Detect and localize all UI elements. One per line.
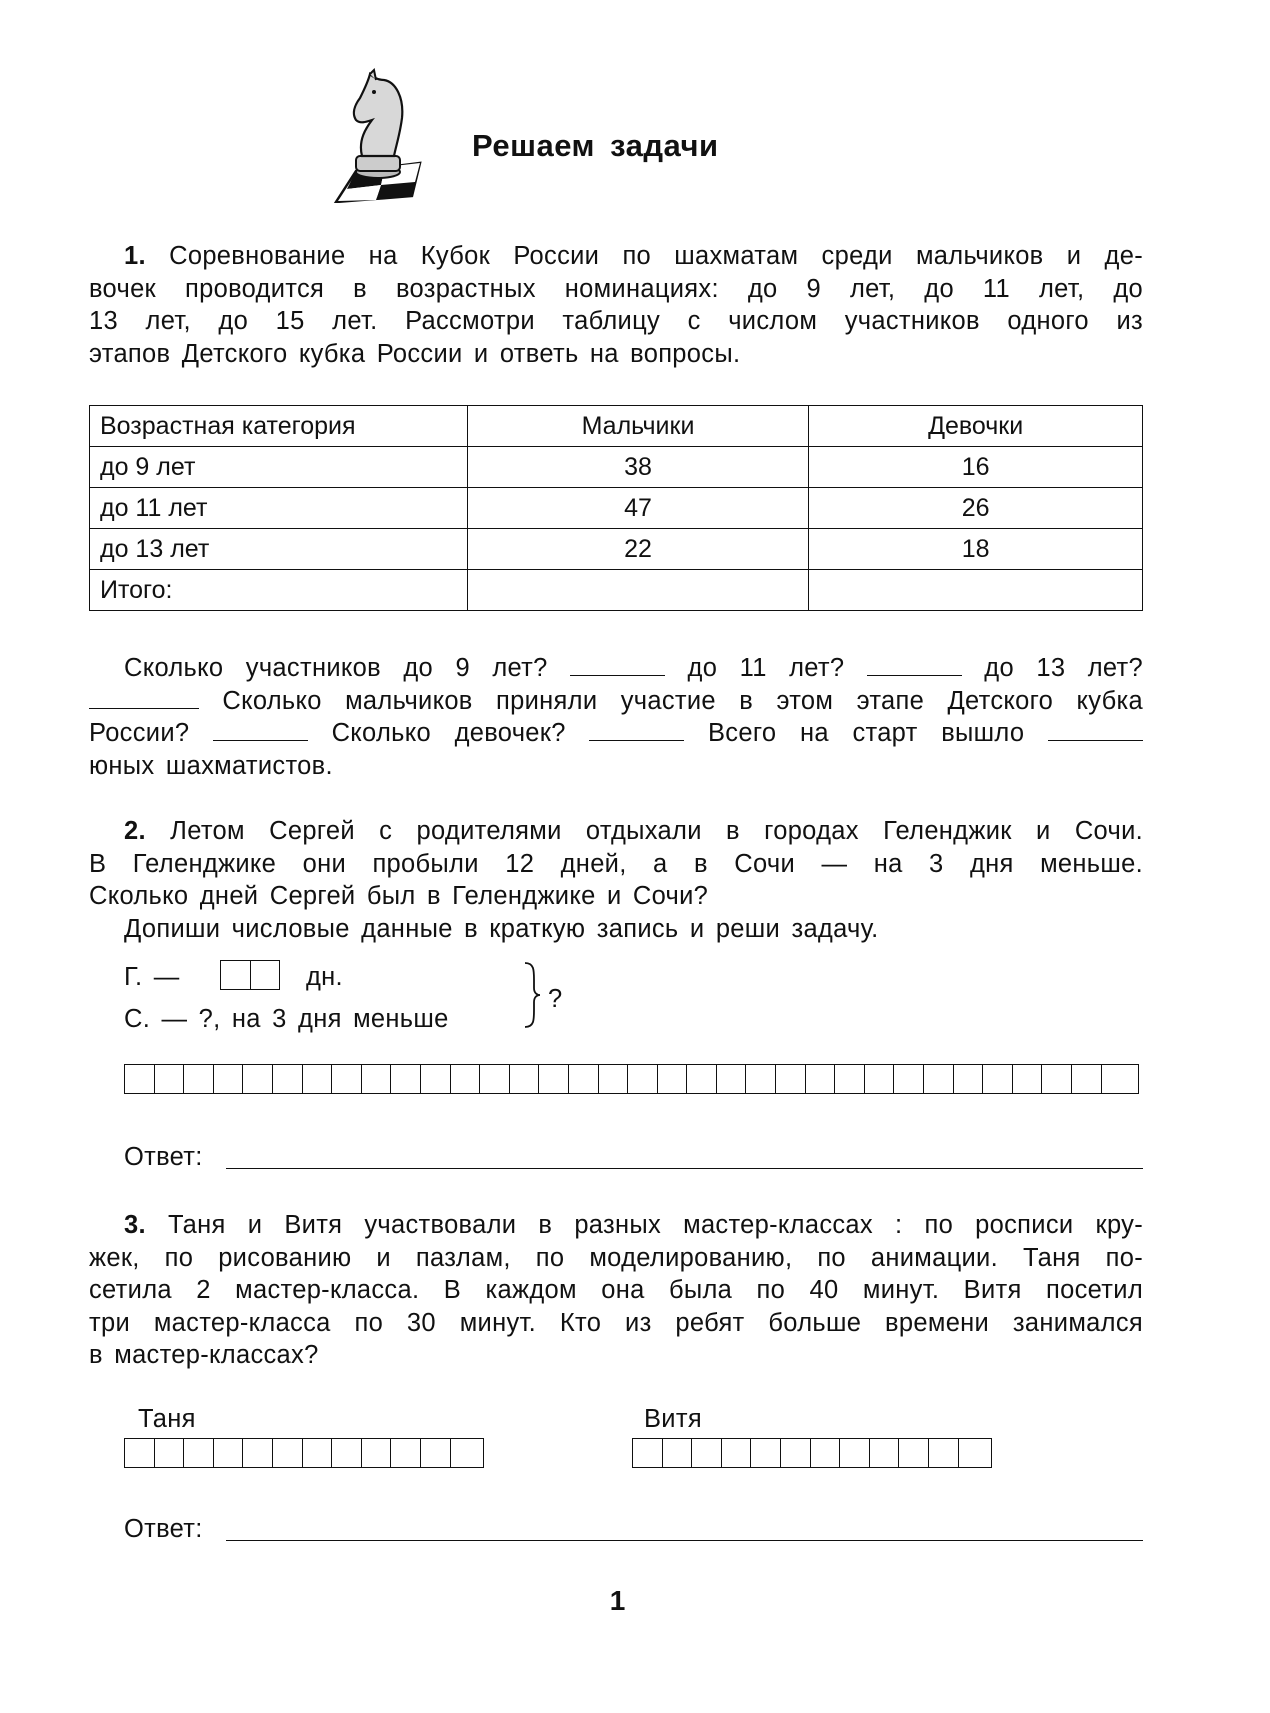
task2-line: Летом Сергей с родителями отдыхали в городах Геленджик и Сочи. [170,817,1143,845]
table-row [90,447,1143,488]
solution-cells[interactable] [124,1064,1139,1094]
task3-text [89,1209,1143,1372]
answer-blank[interactable] [89,686,199,709]
table-cell: 47 [467,488,809,529]
tanya-label: Таня [138,1405,196,1433]
task3-line: в мастер-классах? [89,1341,319,1370]
table-cell: Итого: [90,570,468,611]
short-record-row1-unit: дн. [306,963,343,991]
task3-line: сетила 2 мастер-класса. В каждом она была по 40 минут. Витя посетил [89,1276,1143,1305]
page-title: Решаем задачи [472,128,719,163]
short-record-question: ? [548,985,563,1013]
answer-blank[interactable] [589,718,684,741]
task3-number: 3. [124,1211,146,1239]
answer-blank[interactable] [1048,718,1143,741]
table-cell: 22 [467,529,809,570]
short-record-input-cells[interactable] [220,960,280,990]
task1-line: этапов Детского кубка России и ответь на вопросы. [89,339,741,368]
question-text: Сколько мальчиков приняли участие в этом этапе Детского кубка [222,686,1143,715]
task2-number: 2. [124,817,146,845]
task2-answer-line[interactable] [226,1168,1143,1169]
task3-line: три мастер-класса по 30 минут. Кто из ребят больше времени занимался [89,1308,1143,1337]
task2-answer-label: Ответ: [124,1143,203,1171]
curly-brace-icon [522,960,542,1030]
short-record-row2: С. — ?, на 3 дня меньше [124,1005,449,1033]
task2-line: В Геленджике они пробыли 12 дней, а в Сочи — на 3 дня меньше. [89,849,1143,878]
question-text: до 11 лет? [687,654,845,682]
question-text: Сколько девочек? [331,719,566,748]
table-cell: до 9 лет [90,447,468,488]
question-text: Всего на старт вышло [707,719,1025,748]
task3-answer-label: Ответ: [124,1515,203,1543]
table-header-row [90,406,1143,447]
table-cell: до 13 лет [90,529,468,570]
answer-blank[interactable] [867,653,962,676]
table-cell: 18 [809,529,1143,570]
table-row [90,529,1143,570]
task1-line: Соревнование на Кубок России по шахматам среди мальчиков и де- [169,242,1143,270]
short-record-row1-label: Г. — [124,963,180,991]
table-header: Возрастная категория [90,406,468,447]
page-number: 1 [609,1585,626,1616]
question-text: Сколько участников до 9 лет? [124,654,548,682]
table-cell: 38 [467,447,809,488]
total-boys-cell[interactable] [467,570,809,611]
table-cell: до 11 лет [90,488,468,529]
answer-blank[interactable] [570,653,665,676]
table-header: Девочки [809,406,1143,447]
answer-blank[interactable] [213,718,308,741]
chess-knight-icon [330,68,430,203]
question-text: юных шахматистов. [89,751,333,780]
task1-number: 1. [124,242,146,270]
vitya-label: Витя [644,1405,702,1433]
question-text: России? [89,719,190,748]
table-total-row [90,570,1143,611]
task2-line: Сколько дней Сергей был в Геленджике и Сочи? [89,882,709,911]
table-header: Мальчики [467,406,809,447]
task1-questions [89,652,1143,782]
participants-table [89,405,1143,611]
table-row [90,488,1143,529]
task2-instruction: Допиши числовые данные в краткую запись и реши задачу. [124,914,879,943]
task1-line: вочек проводится в возрастных номинациях: до 9 лет, до 11 лет, до [89,274,1143,303]
task3-line: Таня и Витя участвовали в разных мастер-классах : по росписи кру- [167,1211,1143,1239]
task3-answer-line[interactable] [226,1540,1143,1541]
total-girls-cell[interactable] [809,570,1143,611]
table-cell: 26 [809,488,1143,529]
table-cell: 16 [809,447,1143,488]
vitya-solution-cells[interactable] [632,1438,992,1468]
task3-line: жек, по рисованию и пазлам, по моделированию, по анимации. Таня по- [89,1243,1143,1272]
task1-text [89,240,1143,370]
task1-line: 13 лет, до 15 лет. Рассмотри таблицу с числом участников одного из [89,307,1143,336]
tanya-solution-cells[interactable] [124,1438,484,1468]
question-text: до 13 лет? [984,654,1144,682]
task2-text [89,815,1143,945]
